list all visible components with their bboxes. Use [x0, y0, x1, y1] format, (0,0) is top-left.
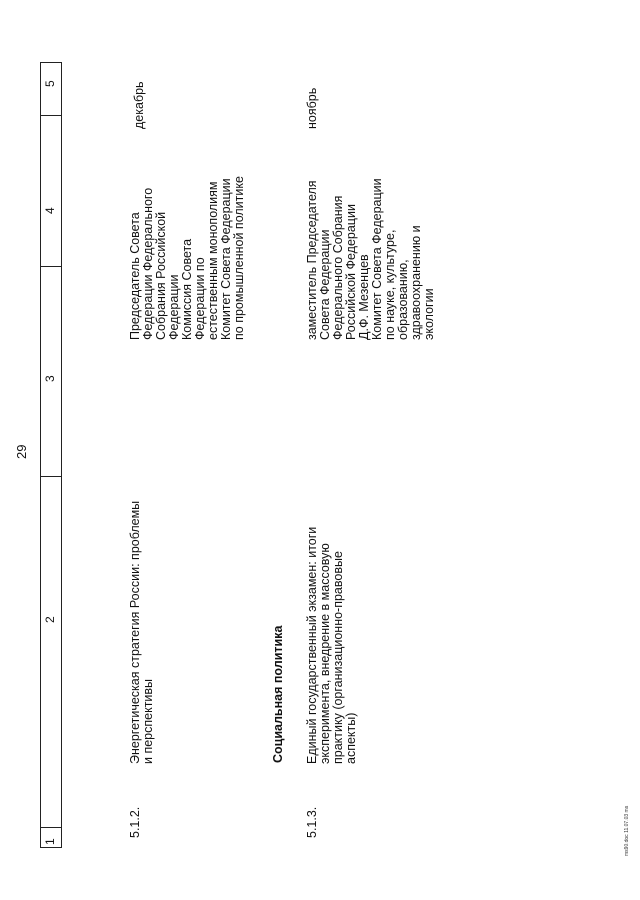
column-header-3: 3 [43, 375, 57, 382]
footer-file-code: ms90.doc 11.07.03 ms [624, 805, 630, 856]
row-responsible: Председатель Совета Федерации Федерального Собрания Российской Федерации Комиссия Совета Федерации по естественным монополиям Комитет Совета Федерации по промышленной политике [128, 176, 246, 340]
column-header-5: 5 [43, 80, 57, 87]
page-number: 29 [14, 444, 29, 459]
row-responsible: заместитель Председателя Совета Федерации Федерального Собрания Российской Федерации Д.Ф. Мезенцев Комитет Совета Федерации по науке, культуре, образованию, здравоохранению и экологии [305, 178, 436, 340]
row-topic: Энергетическая стратегия России: проблемы и перспективы [128, 500, 155, 764]
column-divider [41, 827, 61, 828]
column-divider [41, 266, 61, 267]
column-divider [41, 115, 61, 116]
column-header-2: 2 [43, 616, 57, 623]
table-header-row [40, 62, 62, 848]
row-number: 5.1.2. [128, 806, 142, 838]
row-number: 5.1.3. [305, 806, 319, 838]
section-heading: Социальная политика [271, 625, 285, 763]
row-topic: Единый государственный экзамен: итоги эксперимента, внедрение в массовую практику (организационно-правовые аспекты) [305, 526, 358, 764]
row-period: декабрь [132, 81, 146, 129]
row-period: ноябрь [305, 87, 319, 129]
column-header-1: 1 [43, 838, 57, 845]
column-divider [41, 476, 61, 477]
column-header-4: 4 [43, 207, 57, 214]
